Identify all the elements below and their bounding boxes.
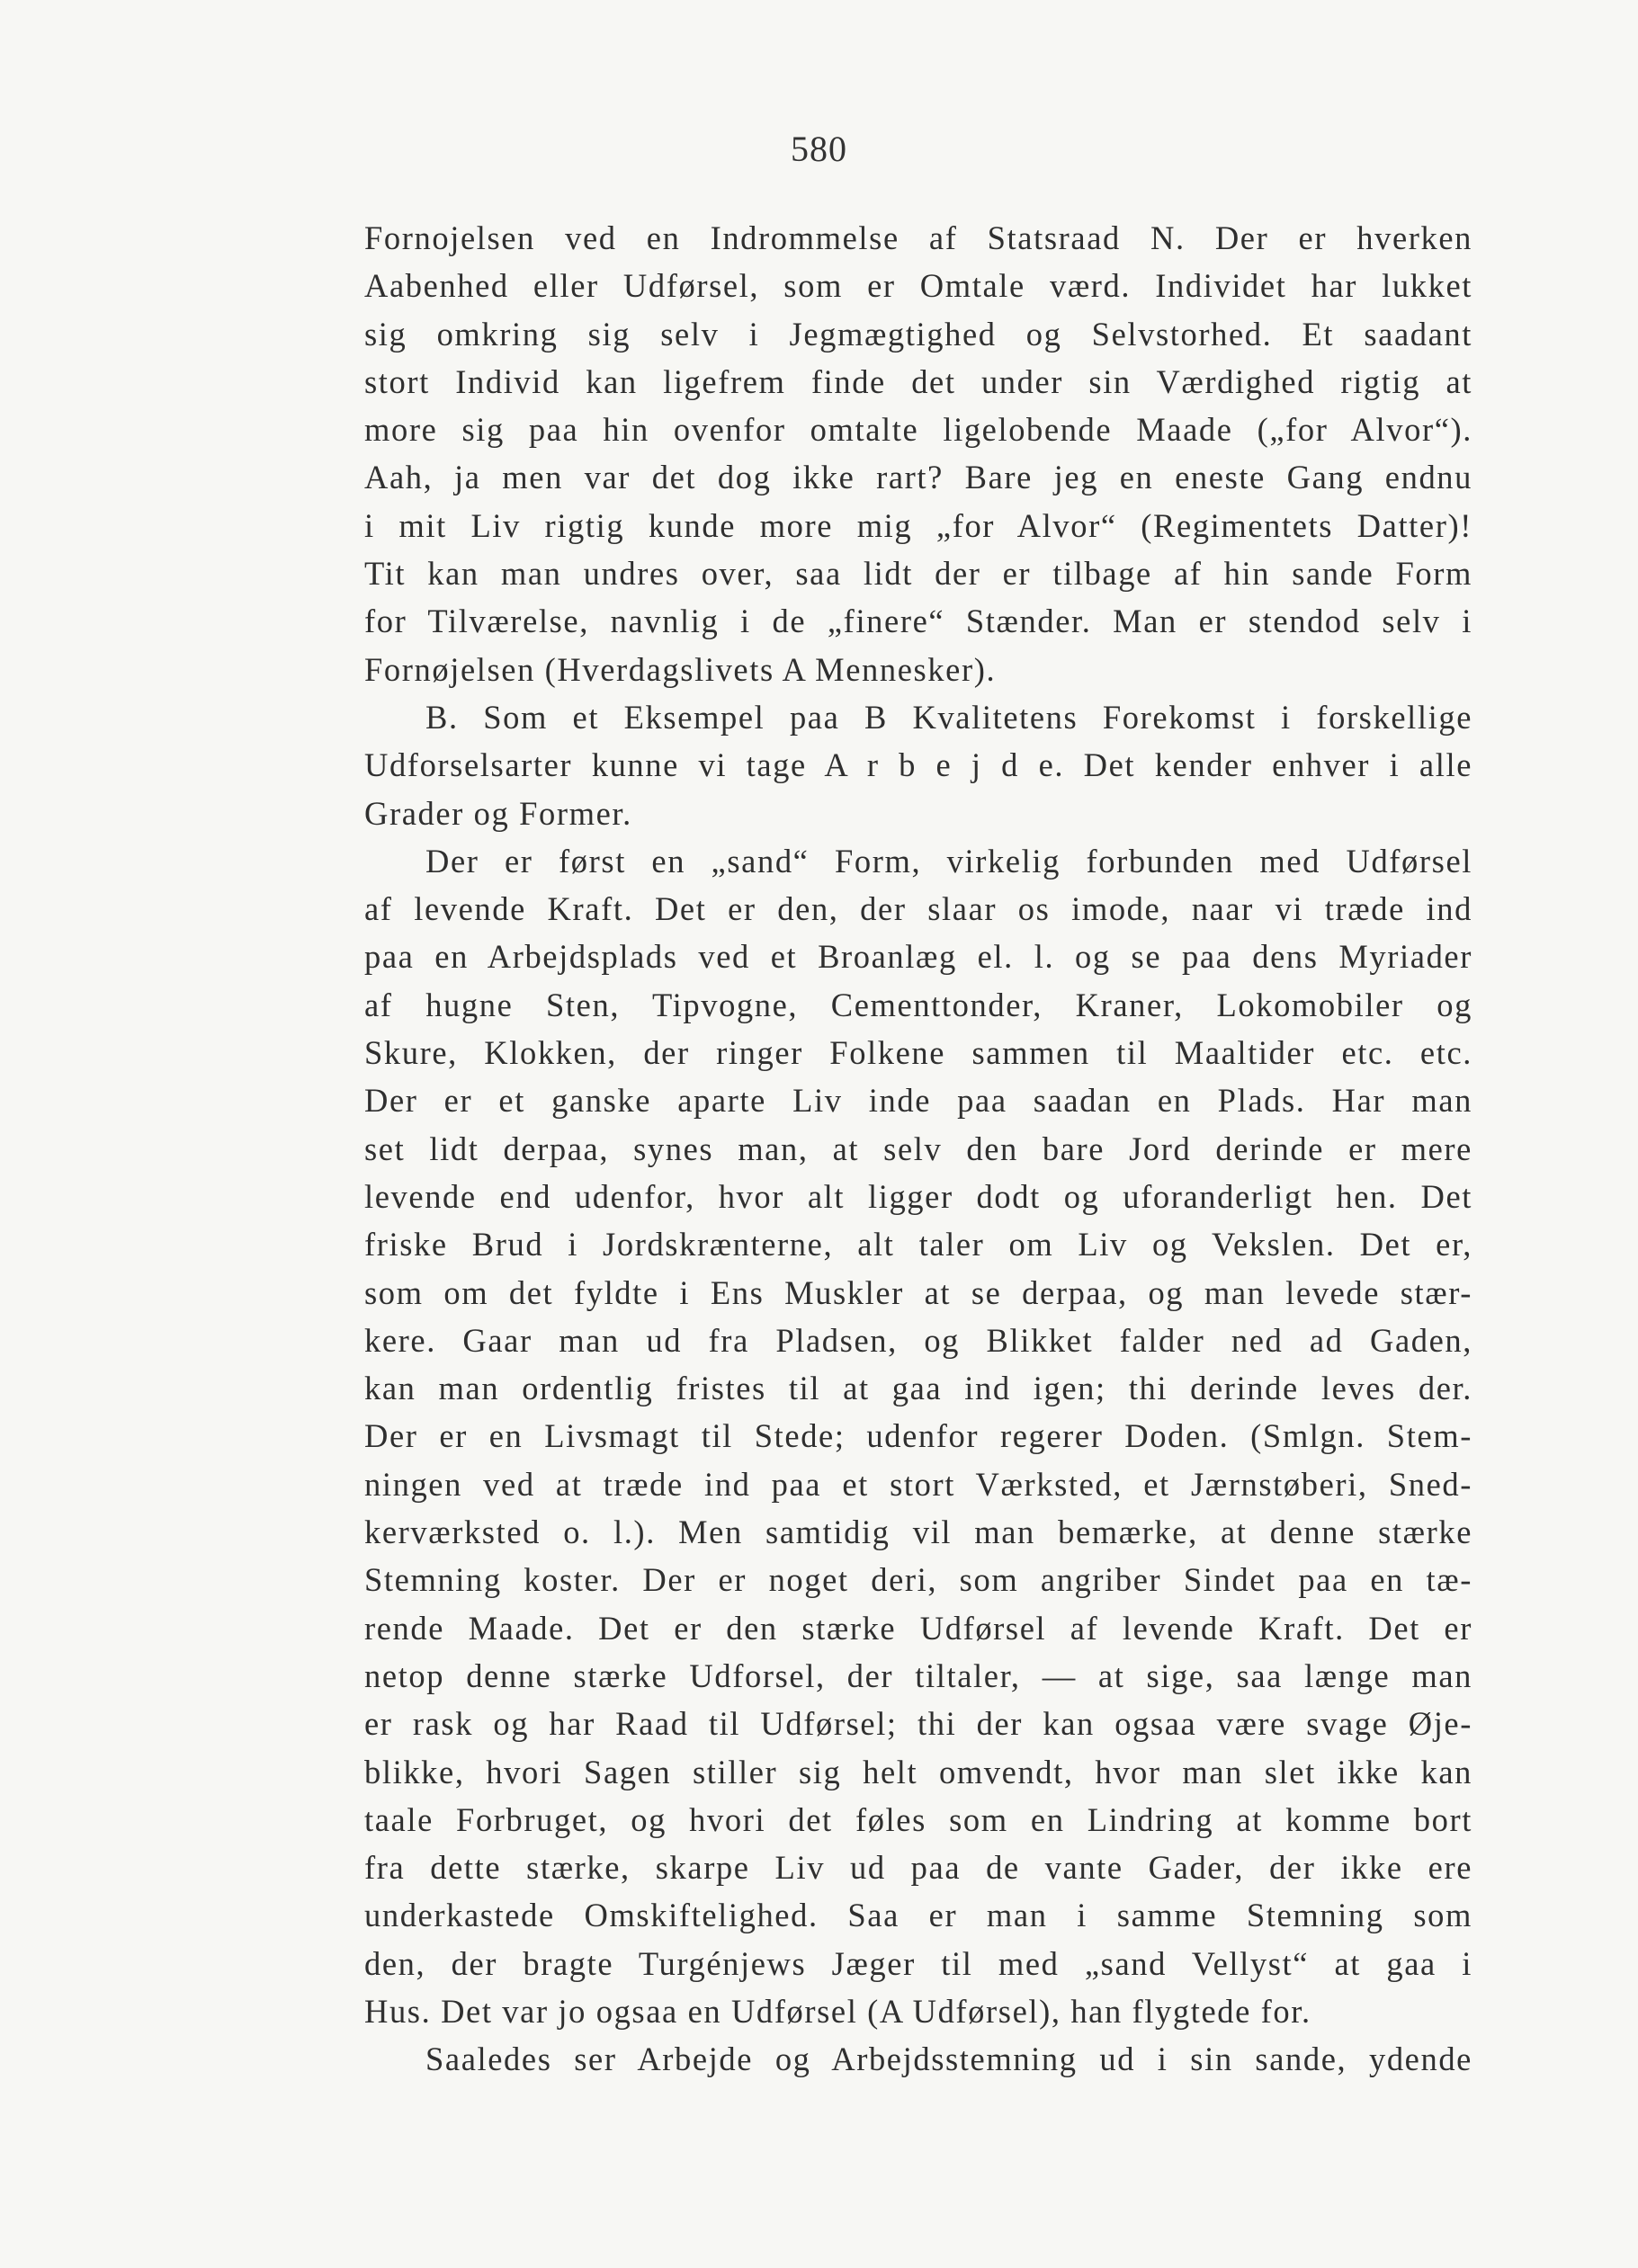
text-line: netop denne stærke Udforsel, der tiltaler, — at sige, saa længe man bbox=[364, 1656, 1472, 1694]
text-line: Der er et ganske aparte Liv inde paa saadan en Plads. Har man bbox=[364, 1082, 1472, 1120]
text-line: stort Individ kan ligefrem finde det under sin Værdighed rigtig at bbox=[364, 362, 1472, 400]
text-line: den, der bragte Turgénjews Jæger til med „sand Vellyst“ at gaa i bbox=[364, 1944, 1472, 1982]
text-line: blikke, hvori Sagen stiller sig helt omvendt, hvor man slet ikke kan bbox=[364, 1753, 1472, 1790]
text-line: Fornojelsen ved en Indrommelse af Statsraad N. Der er hverken bbox=[364, 219, 1472, 256]
text-line: kerværksted o. l.). Men samtidig vil man bemærke, at denne stærke bbox=[364, 1513, 1472, 1551]
text-line: Hus. Det var jo ogsaa en Udførsel (A Udførsel), han flygtede for. bbox=[364, 1992, 1311, 2030]
text-line: Stemning koster. Der er noget deri, som angriber Sindet paa en tæ- bbox=[364, 1561, 1472, 1599]
text-line: underkastede Omskiftelighed. Saa er man i samme Stemning som bbox=[364, 1897, 1472, 1934]
text-line: Der er en Livsmagt til Stede; udenfor regerer Doden. (Smlgn. Stem- bbox=[364, 1417, 1472, 1455]
text-line: Tit kan man undres over, saa lidt der er tilbage af hin sande Form bbox=[364, 555, 1472, 593]
text-line: fra dette stærke, skarpe Liv ud paa de vante Gader, der ikke ere bbox=[364, 1849, 1472, 1887]
text-line: Der er først en „sand“ Form, virkelig forbunden med Udførsel bbox=[425, 842, 1472, 880]
text-line: B. Som et Eksempel paa B Kvalitetens Forekomst i forskellige bbox=[425, 698, 1472, 736]
text-line: for Tilværelse, navnlig i de „finere“ Stænder. Man er stendod selv i bbox=[364, 603, 1472, 640]
body-text bbox=[364, 214, 1472, 2084]
text-line: more sig paa hin ovenfor omtalte ligelobende Maade („for Alvor“). bbox=[364, 411, 1472, 449]
text-line: af hugne Sten, Tipvogne, Cementtonder, Kraner, Lokomobiler og bbox=[364, 986, 1472, 1023]
text-line: i mit Liv rigtig kunde more mig „for Alvor“ (Regimentets Datter)! bbox=[364, 506, 1472, 544]
text-line: friske Brud i Jordskrænterne, alt taler om Liv og Vekslen. Det er, bbox=[364, 1226, 1472, 1263]
text-line: ningen ved at træde ind paa et stort Værksted, et Jærnstøberi, Sned- bbox=[364, 1465, 1472, 1503]
text-line: Grader og Former. bbox=[364, 794, 632, 832]
page-number: 580 bbox=[791, 129, 847, 169]
text-line: paa en Arbejdsplads ved et Broanlæg el. l. og se paa dens Myriader bbox=[364, 938, 1472, 976]
text-line: som om det fyldte i Ens Muskler at se derpaa, og man levede stær- bbox=[364, 1273, 1472, 1311]
text-line: Saaledes ser Arbejde og Arbejdsstemning ud i sin sande, ydende bbox=[425, 2040, 1472, 2078]
text-line: levende end udenfor, hvor alt ligger dodt og uforanderligt hen. Det bbox=[364, 1177, 1472, 1215]
text-line: Aah, ja men var det dog ikke rart? Bare jeg en eneste Gang endnu bbox=[364, 459, 1472, 496]
text-line: sig omkring sig selv i Jegmægtighed og Selvstorhed. Et saadant bbox=[364, 315, 1472, 353]
text-line: Fornøjelsen (Hverdagslivets A Mennesker). bbox=[364, 650, 997, 688]
text-line: set lidt derpaa, synes man, at selv den bare Jord derinde er mere bbox=[364, 1130, 1472, 1167]
text-line: rende Maade. Det er den stærke Udførsel af levende Kraft. Det er bbox=[364, 1609, 1472, 1647]
text-line: kan man ordentlig fristes til at gaa ind igen; thi derinde leves der. bbox=[364, 1370, 1472, 1407]
text-line: kere. Gaar man ud fra Pladsen, og Blikket falder ned ad Gaden, bbox=[364, 1321, 1472, 1359]
text-line: er rask og har Raad til Udførsel; thi der kan ogsaa være svage Øje- bbox=[364, 1705, 1472, 1743]
text-line: af levende Kraft. Det er den, der slaar os imode, naar vi træde ind bbox=[364, 890, 1472, 928]
text-line: Aabenhed eller Udførsel, som er Omtale værd. Individet har lukket bbox=[364, 267, 1472, 305]
text-line: Skure, Klokken, der ringer Folkene sammen til Maaltider etc. etc. bbox=[364, 1034, 1472, 1072]
text-line: taale Forbruget, og hvori det føles som en Lindring at komme bort bbox=[364, 1800, 1472, 1838]
text-line: Udforselsarter kunne vi tage A r b e j d e. Det kender enhver i alle bbox=[364, 746, 1472, 784]
